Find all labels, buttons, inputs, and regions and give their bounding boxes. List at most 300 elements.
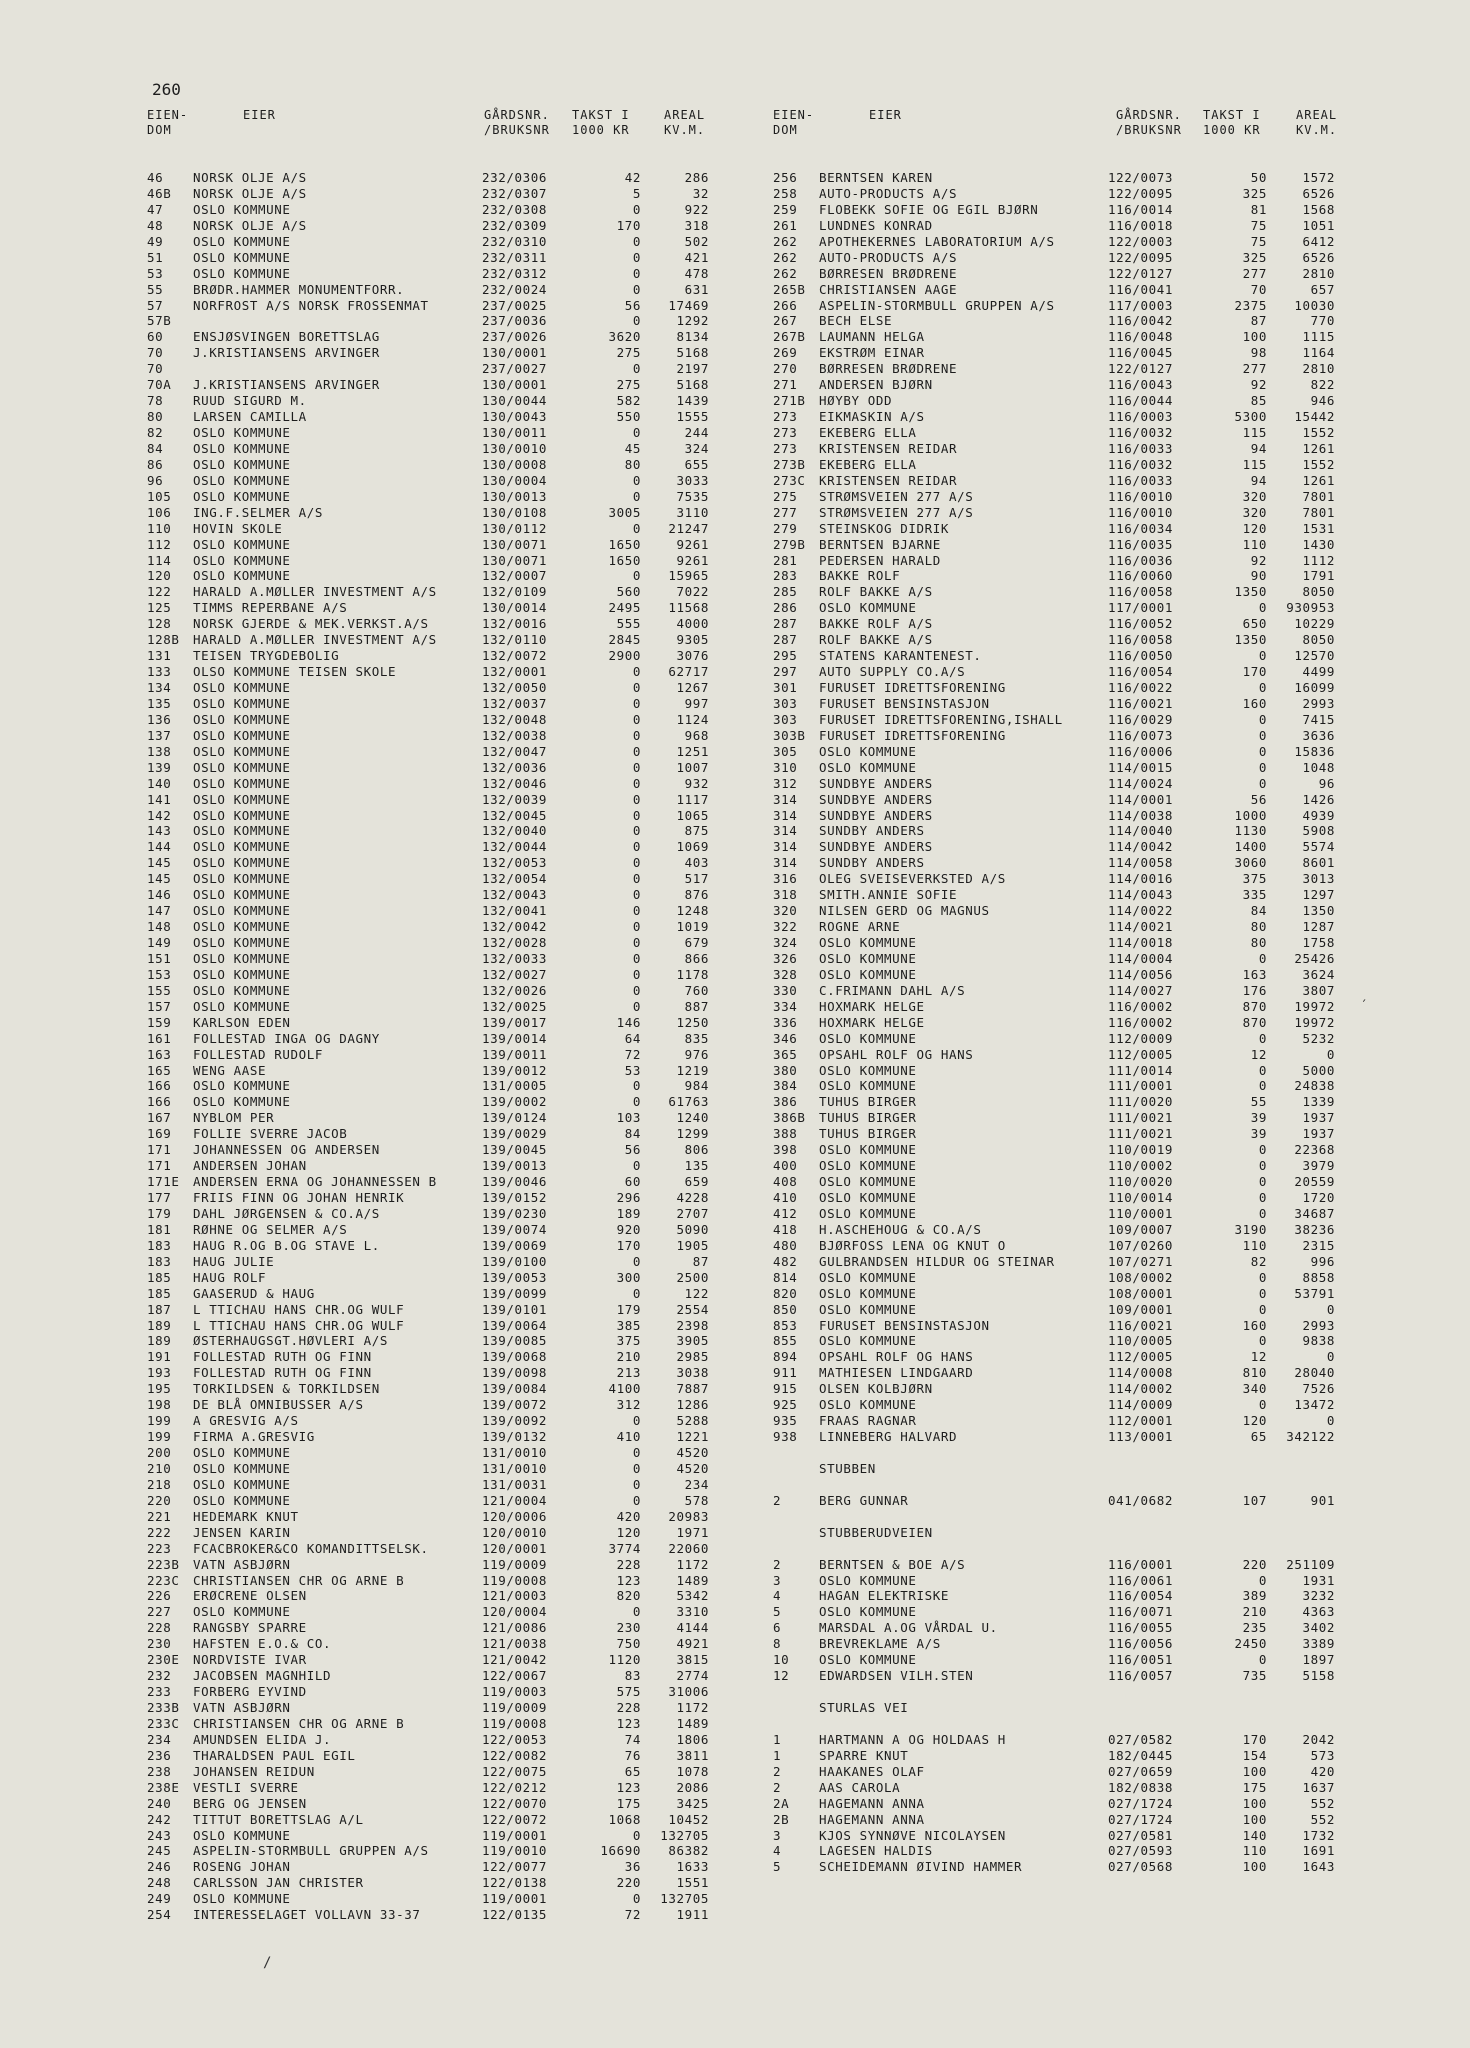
property-number: 310 bbox=[773, 759, 798, 775]
property-number: 112 bbox=[147, 536, 172, 552]
table-row bbox=[773, 935, 1353, 951]
gardsnr-bruksnr: 116/0010 bbox=[1108, 488, 1174, 504]
areal-value: 2315 bbox=[1302, 1237, 1335, 1253]
table-row bbox=[147, 712, 727, 728]
gardsnr-bruksnr: 110/0014 bbox=[1108, 1190, 1174, 1205]
property-number: 267B bbox=[773, 329, 806, 345]
table-row bbox=[773, 1078, 1353, 1094]
areal-value: 1019 bbox=[676, 919, 709, 935]
owner-name: NILSEN GERD OG MAGNUS bbox=[819, 903, 990, 919]
areal-value: 5158 bbox=[1302, 1668, 1335, 1684]
areal-value: 7415 bbox=[1302, 711, 1335, 727]
owner-name: OSLO KOMMUNE bbox=[819, 759, 917, 775]
owner-name: OSLO KOMMUNE bbox=[193, 791, 291, 807]
owner-name: OSLO KOMMUNE bbox=[193, 855, 291, 871]
table-row bbox=[773, 903, 1353, 919]
takst-value: 0 bbox=[632, 1891, 641, 1907]
takst-value: 100 bbox=[1242, 1763, 1267, 1779]
property-number: 262 bbox=[773, 233, 798, 249]
areal-value: 24838 bbox=[1294, 1078, 1335, 1094]
property-number: 269 bbox=[773, 345, 798, 361]
table-row bbox=[147, 919, 727, 935]
property-number: 177 bbox=[147, 1190, 172, 1205]
property-number: 122 bbox=[147, 584, 172, 600]
property-number: 138 bbox=[147, 743, 172, 759]
gardsnr-bruksnr: 122/0075 bbox=[482, 1763, 548, 1779]
property-number: 78 bbox=[147, 393, 164, 409]
gardsnr-bruksnr: 027/1724 bbox=[1108, 1795, 1174, 1811]
gardsnr-bruksnr: 116/0045 bbox=[1108, 345, 1174, 361]
property-number: 233B bbox=[147, 1700, 180, 1715]
property-number: 820 bbox=[773, 1285, 798, 1301]
gardsnr-bruksnr: 132/0072 bbox=[482, 648, 548, 664]
property-number: 82 bbox=[147, 425, 164, 440]
areal-value: 1124 bbox=[676, 711, 709, 727]
gardsnr-bruksnr: 114/0024 bbox=[1108, 775, 1174, 791]
areal-value: 17469 bbox=[668, 297, 709, 313]
property-number: 279 bbox=[773, 520, 798, 536]
areal-value: 9305 bbox=[676, 632, 709, 648]
property-number: 853 bbox=[773, 1317, 798, 1333]
owner-name: OSLO KOMMUNE bbox=[193, 711, 291, 727]
areal-value: 1691 bbox=[1302, 1843, 1335, 1859]
property-number: 135 bbox=[147, 695, 172, 711]
takst-value: 0 bbox=[632, 903, 641, 919]
areal-value: 1240 bbox=[676, 1110, 709, 1126]
takst-value: 0 bbox=[632, 472, 641, 488]
owner-name: BECH ELSE bbox=[819, 313, 893, 329]
table-row bbox=[147, 1318, 727, 1334]
owner-name: FURUSET BENSINSTASJON bbox=[819, 1317, 990, 1333]
takst-value: 92 bbox=[1250, 552, 1267, 568]
takst-value: 170 bbox=[616, 1237, 641, 1253]
owner-name: OSLO KOMMUNE bbox=[193, 233, 291, 249]
areal-value: 7887 bbox=[676, 1381, 709, 1397]
gardsnr-bruksnr: 132/0027 bbox=[482, 966, 548, 982]
areal-value: 4363 bbox=[1302, 1604, 1335, 1620]
gardsnr-bruksnr: 116/0054 bbox=[1108, 664, 1174, 680]
takst-value: 65 bbox=[1250, 1429, 1267, 1445]
table-row bbox=[773, 680, 1353, 696]
owner-name: KARLSON EDEN bbox=[193, 1014, 291, 1030]
gardsnr-bruksnr: 139/0002 bbox=[482, 1094, 548, 1110]
gardsnr-bruksnr: 114/0056 bbox=[1108, 966, 1174, 982]
table-row bbox=[147, 1413, 727, 1429]
gardsnr-bruksnr: 237/0026 bbox=[482, 329, 548, 345]
takst-value: 0 bbox=[632, 759, 641, 775]
takst-value: 275 bbox=[616, 345, 641, 361]
takst-value: 175 bbox=[616, 1795, 641, 1811]
gardsnr-bruksnr: 132/0042 bbox=[482, 919, 548, 935]
areal-value: 1078 bbox=[676, 1763, 709, 1779]
areal-value: 1065 bbox=[676, 807, 709, 823]
gardsnr-bruksnr: 116/0001 bbox=[1108, 1556, 1174, 1572]
gardsnr-bruksnr: 110/0001 bbox=[1108, 1205, 1174, 1221]
property-number: 10 bbox=[773, 1652, 790, 1668]
takst-value: 160 bbox=[1242, 695, 1267, 711]
takst-value: 94 bbox=[1250, 440, 1267, 456]
takst-value: 80 bbox=[1250, 935, 1267, 950]
header-areal-left: AREAL KV.M. bbox=[664, 108, 706, 137]
owner-name: OSLO KOMMUNE bbox=[193, 552, 291, 568]
gardsnr-bruksnr: 116/0003 bbox=[1108, 409, 1174, 425]
property-number: 228 bbox=[147, 1620, 172, 1636]
owner-name: THARALDSEN PAUL EGIL bbox=[193, 1747, 356, 1763]
header-gardsnr-right: GÅRDSNR. /BRUKSNR bbox=[1116, 108, 1182, 137]
takst-value: 179 bbox=[616, 1301, 641, 1317]
owner-name: OSLO KOMMUNE bbox=[193, 759, 291, 775]
table-row bbox=[773, 1413, 1353, 1429]
areal-value: 1531 bbox=[1302, 520, 1335, 536]
takst-value: 12 bbox=[1250, 1349, 1267, 1365]
takst-value: 3005 bbox=[608, 504, 641, 520]
owner-name: OSLO KOMMUNE bbox=[193, 1476, 291, 1492]
takst-value: 56 bbox=[624, 1142, 641, 1158]
property-number: 128 bbox=[147, 616, 172, 632]
takst-value: 0 bbox=[1258, 1078, 1267, 1094]
property-number: 151 bbox=[147, 950, 172, 966]
table-row bbox=[773, 808, 1353, 824]
property-number: 273 bbox=[773, 409, 798, 425]
owner-name: BERNTSEN BJARNE bbox=[819, 536, 941, 552]
areal-value: 1430 bbox=[1302, 536, 1335, 552]
owner-name: OLSO KOMMUNE TEISEN SKOLE bbox=[193, 664, 397, 680]
property-number: 246 bbox=[147, 1859, 172, 1875]
table-row bbox=[147, 1429, 727, 1445]
owner-name: FLOBEKK SOFIE OG EGIL BJØRN bbox=[819, 201, 1039, 217]
table-row bbox=[773, 1094, 1353, 1110]
table-row bbox=[147, 266, 727, 282]
table-row bbox=[147, 680, 727, 696]
property-number: 240 bbox=[147, 1795, 172, 1811]
property-number: 220 bbox=[147, 1492, 172, 1508]
owner-name: OSLO KOMMUNE bbox=[819, 950, 917, 966]
table-row bbox=[773, 250, 1353, 266]
gardsnr-bruksnr: 117/0003 bbox=[1108, 297, 1174, 313]
gardsnr-bruksnr: 139/0029 bbox=[482, 1126, 548, 1142]
takst-value: 42 bbox=[624, 170, 641, 185]
areal-value: 5908 bbox=[1302, 823, 1335, 839]
takst-value: 83 bbox=[624, 1668, 641, 1684]
areal-value: 1572 bbox=[1302, 170, 1335, 185]
table-row bbox=[147, 1174, 727, 1190]
table-row bbox=[147, 1843, 727, 1859]
owner-name: OSLO KOMMUNE bbox=[193, 950, 291, 966]
owner-name: TUHUS BIRGER bbox=[819, 1110, 917, 1126]
table-row bbox=[773, 1828, 1353, 1844]
property-number: 380 bbox=[773, 1062, 798, 1078]
gardsnr-bruksnr: 232/0306 bbox=[482, 170, 548, 185]
owner-name: L TTICHAU HANS CHR.OG WULF bbox=[193, 1317, 405, 1333]
owner-name: HOVIN SKOLE bbox=[193, 520, 283, 536]
gardsnr-bruksnr: 182/0838 bbox=[1108, 1779, 1174, 1795]
gardsnr-bruksnr: 110/0019 bbox=[1108, 1142, 1174, 1158]
areal-value: 324 bbox=[684, 440, 709, 456]
owner-name: HARALD A.MØLLER INVESTMENT A/S bbox=[193, 632, 437, 648]
header-takst-left: TAKST I 1000 KR bbox=[572, 108, 630, 137]
takst-value: 210 bbox=[616, 1349, 641, 1365]
table-row bbox=[773, 489, 1353, 505]
gardsnr-bruksnr: 132/0047 bbox=[482, 743, 548, 759]
owner-name: AMUNDSEN ELIDA J. bbox=[193, 1731, 332, 1747]
property-number: 189 bbox=[147, 1333, 172, 1349]
gardsnr-bruksnr: 139/0012 bbox=[482, 1062, 548, 1078]
gardsnr-bruksnr: 139/0014 bbox=[482, 1030, 548, 1046]
takst-value: 0 bbox=[632, 680, 641, 695]
takst-value: 84 bbox=[624, 1126, 641, 1142]
takst-value: 870 bbox=[1242, 998, 1267, 1014]
takst-value: 56 bbox=[624, 297, 641, 313]
takst-value: 0 bbox=[1258, 950, 1267, 966]
gardsnr-bruksnr: 132/0026 bbox=[482, 982, 548, 998]
gardsnr-bruksnr: 116/0061 bbox=[1108, 1572, 1174, 1588]
gardsnr-bruksnr: 116/0002 bbox=[1108, 1014, 1174, 1030]
property-number: 153 bbox=[147, 966, 172, 982]
takst-value: 0 bbox=[632, 1094, 641, 1110]
areal-value: 19972 bbox=[1294, 1014, 1335, 1030]
takst-value: 0 bbox=[1258, 759, 1267, 775]
takst-value: 80 bbox=[1250, 919, 1267, 935]
property-number: 271 bbox=[773, 377, 798, 393]
takst-value: 2900 bbox=[608, 648, 641, 664]
property-number: 482 bbox=[773, 1253, 798, 1269]
table-row bbox=[773, 218, 1353, 234]
table-row bbox=[147, 568, 727, 584]
gardsnr-bruksnr: 114/0016 bbox=[1108, 871, 1174, 887]
table-row bbox=[773, 616, 1353, 632]
areal-value: 0 bbox=[1326, 1413, 1335, 1429]
takst-value: 75 bbox=[1250, 233, 1267, 249]
owner-name: WENG AASE bbox=[193, 1062, 267, 1078]
property-number: 267 bbox=[773, 313, 798, 329]
owner-name: FURUSET IDRETTSFORENING,ISHALL bbox=[819, 711, 1063, 727]
property-number: 256 bbox=[773, 170, 798, 185]
table-row bbox=[147, 903, 727, 919]
takst-value: 0 bbox=[632, 249, 641, 265]
takst-value: 84 bbox=[1250, 903, 1267, 919]
gardsnr-bruksnr: 111/0014 bbox=[1108, 1062, 1174, 1078]
gardsnr-bruksnr: 114/0042 bbox=[1108, 839, 1174, 855]
table-row bbox=[773, 999, 1353, 1015]
property-number: 2 bbox=[773, 1779, 782, 1795]
takst-value: 0 bbox=[1258, 600, 1267, 616]
gardsnr-bruksnr: 139/0068 bbox=[482, 1349, 548, 1365]
property-number: 51 bbox=[147, 249, 164, 265]
table-row bbox=[147, 871, 727, 887]
owner-name: ØSTERHAUGSGT.HØVLERI A/S bbox=[193, 1333, 389, 1349]
areal-value: 86382 bbox=[668, 1843, 709, 1859]
takst-value: 340 bbox=[1242, 1381, 1267, 1397]
owner-name: OSLO KOMMUNE bbox=[819, 1158, 917, 1174]
owner-name: RØHNE OG SELMER A/S bbox=[193, 1221, 348, 1237]
property-number: 166 bbox=[147, 1094, 172, 1110]
takst-value: 55 bbox=[1250, 1094, 1267, 1110]
areal-value: 4921 bbox=[676, 1636, 709, 1652]
table-row bbox=[773, 728, 1353, 744]
table-row bbox=[773, 839, 1353, 855]
property-number: 57B bbox=[147, 313, 172, 329]
takst-value: 0 bbox=[632, 775, 641, 791]
property-number: 273B bbox=[773, 456, 806, 472]
areal-value: 1937 bbox=[1302, 1126, 1335, 1142]
table-row bbox=[147, 1668, 727, 1684]
table-row bbox=[773, 266, 1353, 282]
table-row bbox=[147, 537, 727, 553]
property-number: 314 bbox=[773, 807, 798, 823]
table-row bbox=[773, 664, 1353, 680]
takst-value: 0 bbox=[632, 982, 641, 998]
table-row bbox=[773, 1142, 1353, 1158]
gardsnr-bruksnr: 121/0038 bbox=[482, 1636, 548, 1652]
areal-value: 6526 bbox=[1302, 185, 1335, 201]
property-number: 4 bbox=[773, 1588, 782, 1604]
areal-value: 61763 bbox=[668, 1094, 709, 1110]
gardsnr-bruksnr: 120/0001 bbox=[482, 1540, 548, 1556]
owner-name: OSLO KOMMUNE bbox=[193, 680, 291, 695]
areal-value: 657 bbox=[1310, 281, 1335, 297]
property-number: 210 bbox=[147, 1460, 172, 1476]
owner-name: ROGNE ARNE bbox=[819, 919, 901, 935]
property-number: 148 bbox=[147, 919, 172, 935]
owner-name: HAGEMANN ANNA bbox=[819, 1795, 925, 1811]
owner-name: NORSK OLJE A/S bbox=[193, 217, 307, 233]
owner-name: ROSENG JOHAN bbox=[193, 1859, 291, 1875]
gardsnr-bruksnr: 122/0127 bbox=[1108, 265, 1174, 281]
table-row bbox=[147, 808, 727, 824]
areal-value: 3425 bbox=[676, 1795, 709, 1811]
areal-value: 7535 bbox=[676, 488, 709, 504]
gardsnr-bruksnr: 114/0027 bbox=[1108, 982, 1174, 998]
owner-name: OSLO KOMMUNE bbox=[193, 887, 291, 903]
areal-value: 15836 bbox=[1294, 743, 1335, 759]
takst-value: 0 bbox=[632, 935, 641, 950]
areal-value: 10452 bbox=[668, 1811, 709, 1827]
areal-value: 1339 bbox=[1302, 1094, 1335, 1110]
table-row bbox=[147, 1381, 727, 1397]
table-row bbox=[147, 1333, 727, 1349]
property-number: 200 bbox=[147, 1445, 172, 1460]
areal-value: 517 bbox=[684, 871, 709, 887]
header-eiendom-left: EIEN- DOM bbox=[147, 108, 189, 137]
property-number: 259 bbox=[773, 201, 798, 217]
property-number: 230 bbox=[147, 1636, 172, 1652]
table-row bbox=[147, 1716, 727, 1732]
property-number: 86 bbox=[147, 456, 164, 472]
owner-name: VESTLI SVERRE bbox=[193, 1779, 299, 1795]
owner-name: SPARRE KNUT bbox=[819, 1747, 909, 1763]
property-number: 301 bbox=[773, 680, 798, 695]
table-row bbox=[147, 696, 727, 712]
owner-name: JENSEN KARIN bbox=[193, 1524, 291, 1540]
table-row bbox=[773, 871, 1353, 887]
owner-name: LAUMANN HELGA bbox=[819, 329, 925, 345]
takst-value: 0 bbox=[632, 568, 641, 584]
owner-name: HOXMARK HELGE bbox=[819, 998, 925, 1014]
gardsnr-bruksnr: 116/0021 bbox=[1108, 695, 1174, 711]
takst-value: 39 bbox=[1250, 1126, 1267, 1142]
takst-value: 94 bbox=[1250, 472, 1267, 488]
property-number: 303 bbox=[773, 711, 798, 727]
takst-value: 4100 bbox=[608, 1381, 641, 1397]
areal-value: 5232 bbox=[1302, 1030, 1335, 1046]
property-number: 143 bbox=[147, 823, 172, 839]
owner-name: OSLO KOMMUNE bbox=[193, 935, 291, 950]
owner-name: STRØMSVEIEN 277 A/S bbox=[819, 504, 974, 520]
owner-name: OSLO KOMMUNE bbox=[819, 1397, 917, 1413]
table-row bbox=[147, 1270, 727, 1286]
areal-value: 1633 bbox=[676, 1859, 709, 1875]
table-row bbox=[147, 1397, 727, 1413]
gardsnr-bruksnr: 116/0048 bbox=[1108, 329, 1174, 345]
property-number: 254 bbox=[147, 1907, 172, 1923]
takst-value: 50 bbox=[1250, 170, 1267, 185]
owner-name: BAKKE ROLF A/S bbox=[819, 616, 933, 632]
table-row bbox=[147, 855, 727, 871]
takst-value: 74 bbox=[624, 1731, 641, 1747]
property-number: 155 bbox=[147, 982, 172, 998]
gardsnr-bruksnr: 114/0015 bbox=[1108, 759, 1174, 775]
property-number: 303B bbox=[773, 727, 806, 743]
owner-name: KRISTENSEN REIDAR bbox=[819, 472, 958, 488]
gardsnr-bruksnr: 132/0053 bbox=[482, 855, 548, 871]
gardsnr-bruksnr: 237/0025 bbox=[482, 297, 548, 313]
property-number: 273 bbox=[773, 440, 798, 456]
areal-value: 3013 bbox=[1302, 871, 1335, 887]
table-row bbox=[147, 1445, 727, 1461]
property-number: 262 bbox=[773, 265, 798, 281]
takst-value: 90 bbox=[1250, 568, 1267, 584]
gardsnr-bruksnr: 122/0138 bbox=[482, 1875, 548, 1891]
takst-value: 1350 bbox=[1234, 584, 1267, 600]
property-number: 157 bbox=[147, 998, 172, 1014]
areal-value: 760 bbox=[684, 982, 709, 998]
table-row bbox=[147, 409, 727, 425]
owner-name: BERNTSEN KAREN bbox=[819, 170, 933, 185]
table-row bbox=[147, 1780, 727, 1796]
takst-value: 2450 bbox=[1234, 1636, 1267, 1652]
gardsnr-bruksnr: 121/0086 bbox=[482, 1620, 548, 1636]
areal-value: 32 bbox=[692, 185, 709, 201]
owner-name: OSLO KOMMUNE bbox=[819, 966, 917, 982]
takst-value: 0 bbox=[632, 695, 641, 711]
gardsnr-bruksnr: 130/0001 bbox=[482, 345, 548, 361]
gardsnr-bruksnr: 139/0152 bbox=[482, 1190, 548, 1205]
header-areal-right: AREAL KV.M. bbox=[1296, 108, 1338, 137]
owner-name: ROLF BAKKE A/S bbox=[819, 584, 933, 600]
table-row bbox=[147, 1557, 727, 1573]
areal-value: 1069 bbox=[676, 839, 709, 855]
takst-value: 1068 bbox=[608, 1811, 641, 1827]
takst-value: 1130 bbox=[1234, 823, 1267, 839]
owner-name: OSLO KOMMUNE bbox=[193, 1460, 291, 1476]
areal-value: 1905 bbox=[676, 1237, 709, 1253]
table-row bbox=[773, 792, 1353, 808]
property-number: 136 bbox=[147, 711, 172, 727]
property-number: 938 bbox=[773, 1429, 798, 1445]
table-row bbox=[773, 1365, 1353, 1381]
areal-value: 22368 bbox=[1294, 1142, 1335, 1158]
owner-name: ANDERSEN ERNA OG JOHANNESSEN B bbox=[193, 1174, 437, 1190]
gardsnr-bruksnr: 130/0071 bbox=[482, 552, 548, 568]
takst-value: 0 bbox=[1258, 1652, 1267, 1668]
table-row bbox=[147, 1254, 727, 1270]
gardsnr-bruksnr: 130/0011 bbox=[482, 425, 548, 440]
areal-value: 2554 bbox=[676, 1301, 709, 1317]
property-number: 2 bbox=[773, 1763, 782, 1779]
takst-value: 650 bbox=[1242, 616, 1267, 632]
takst-value: 115 bbox=[1242, 456, 1267, 472]
takst-value: 1120 bbox=[608, 1652, 641, 1668]
